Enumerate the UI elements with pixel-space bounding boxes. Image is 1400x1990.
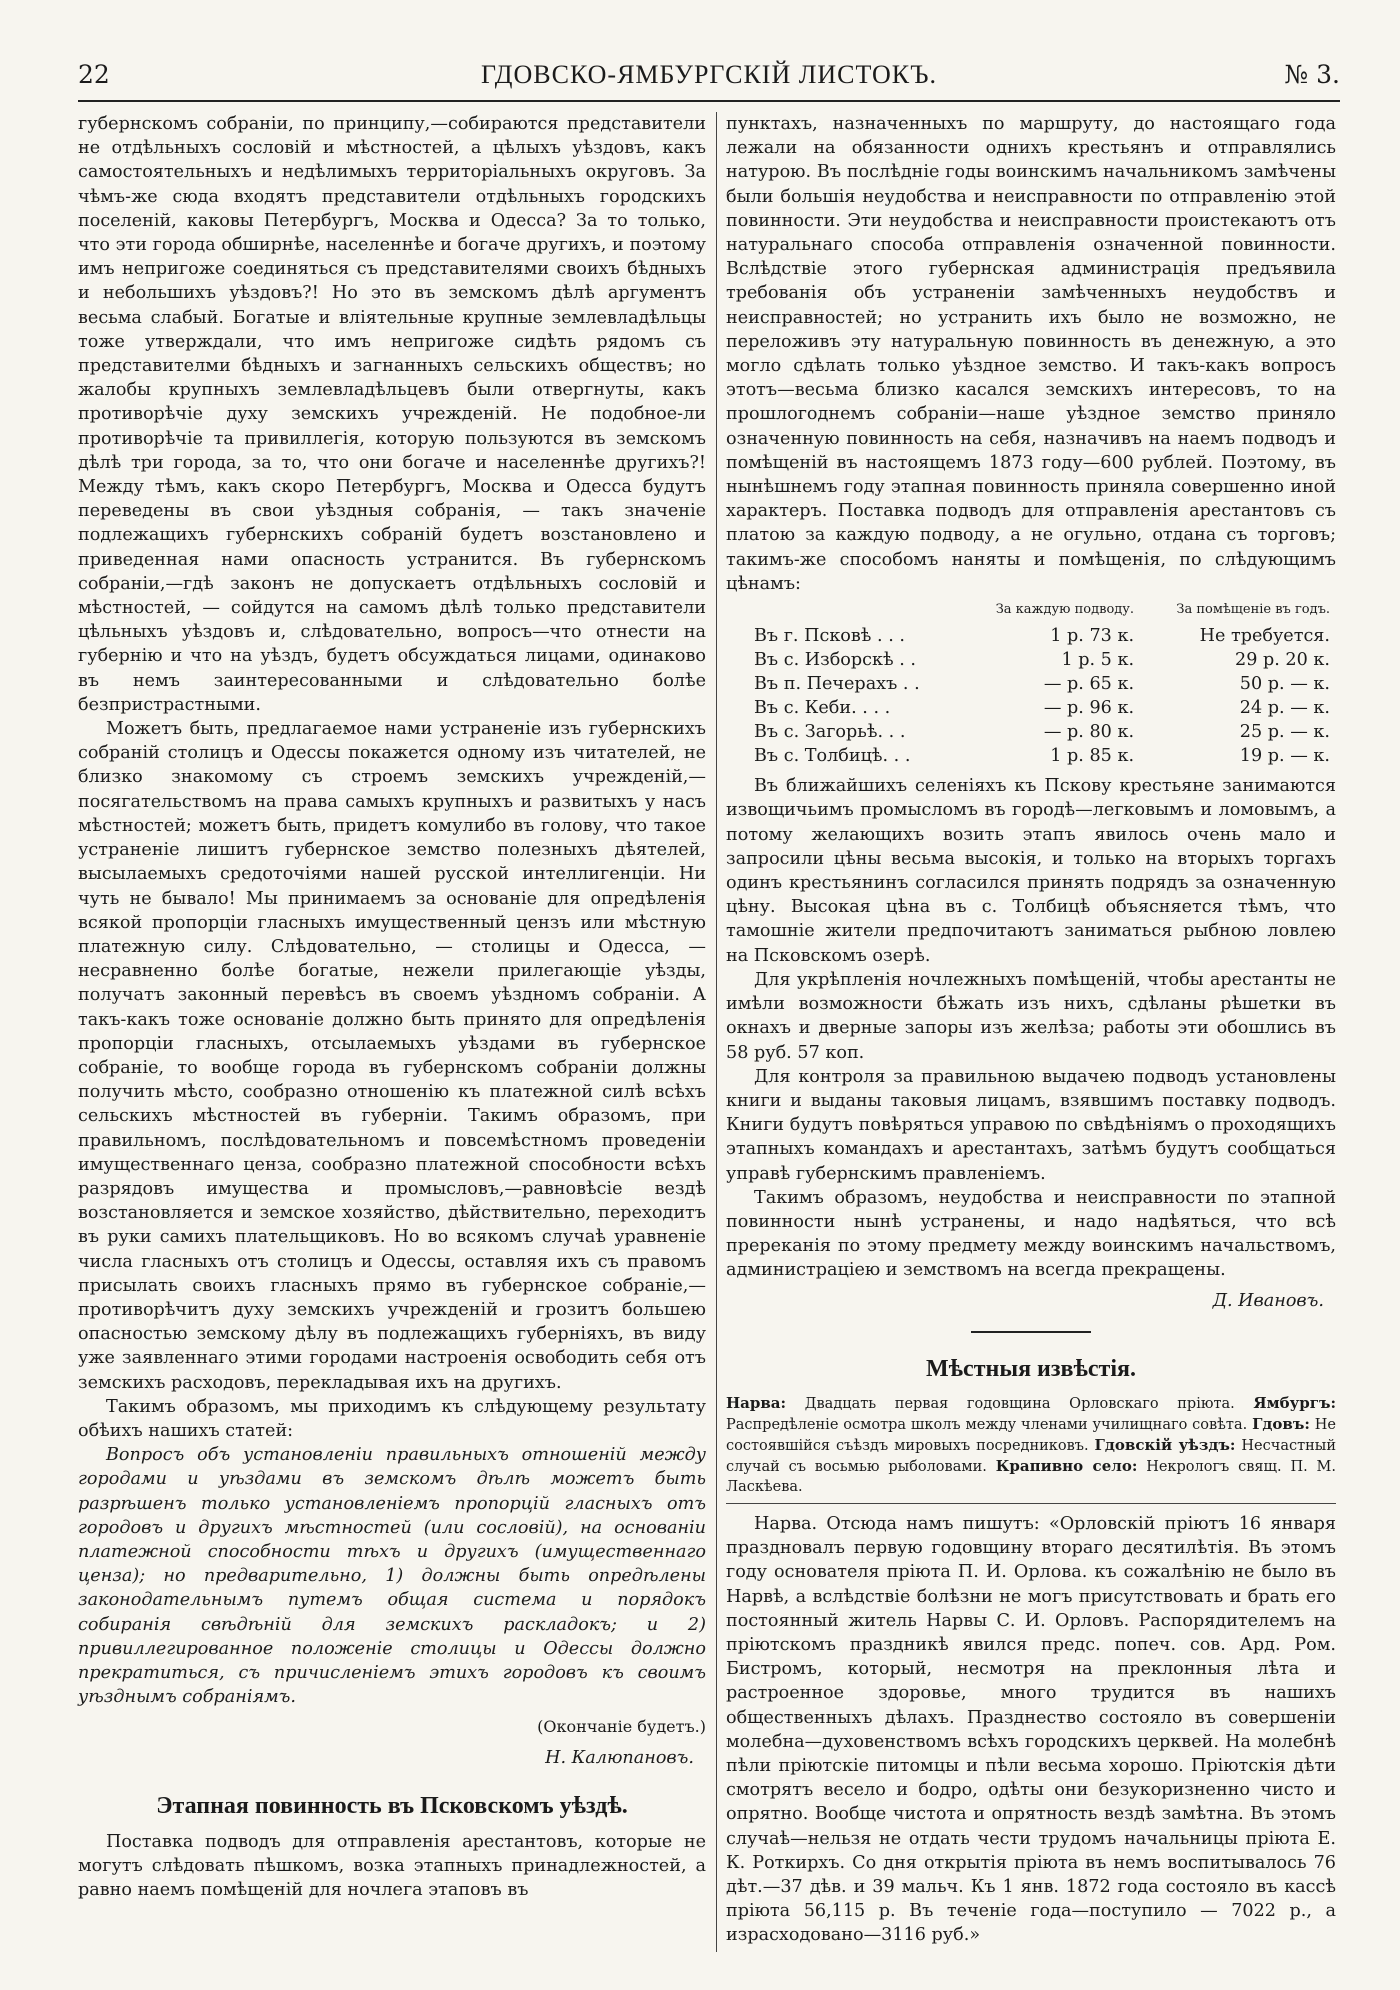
article-author: Д. Ивановъ. — [1212, 1290, 1324, 1311]
table-cell: 1 р. 5 к. — [1061, 650, 1135, 671]
table-cell: Не требуется. — [1199, 626, 1330, 647]
continued-note: (Окончаніе будетъ.) — [537, 1717, 706, 1737]
table-row — [726, 696, 1336, 720]
table-header: За каждую подводу. — [995, 602, 1135, 618]
article-paragraph: Для укрѣпленія ночлежныхъ помѣщеній, чтобы арестанты не имѣли возможности бѣжать изъ нихъ, сдѣланы рѣшетки въ окнахъ и дверные запоры изъ желѣза; работы эти обошлись въ 58 руб. 57 коп. — [726, 969, 1336, 1063]
news-topic: Некрологъ свящ. П. М. Ласкѣева. — [726, 1458, 1337, 1495]
table-row — [726, 720, 1336, 744]
article-paragraph: губернскомъ собраніи, по принципу,—собираются представители не отдѣльныхъ сословій и мѣстностей, а цѣлыхъ уѣздовъ, какъ самостоятельныхъ и недѣлимыхъ территоріальныхъ округовъ. За чѣмъ-же сюда входятъ представители отдѣльныхъ городскихъ поселеній, каковы Петербургъ, Москва и Одесса? За то только, что эти города обширнѣе, населеннѣе и богаче другихъ, и поэтому имъ непригоже соединяться съ представителями своихъ бѣдныхъ и небольшихъ уѣздовъ?! Но это въ земскомъ дѣлѣ аргументъ весьма слабый. Богатые и вліятельные крупные землевладѣльцы тоже утверждали, что имъ непригоже сидѣть рядомъ съ представителми бѣдныхъ и загнанныхъ сельскихъ обществъ; но жалобы крупныхъ землевладѣльцевъ были отвергнуты, какъ противорѣчіе духу земскихъ учрежденій. Не подобное-ли противорѣчіе та привиллегія, которую пользуются въ земскомъ дѣлѣ три города, за то, что они богаче и населеннѣе другихъ?! Между тѣмъ, какъ скоро Петербургъ, Москва и Одесса будутъ переведены въ свои уѣздныя собранія, — такъ значеніе подлежащихъ губернскихъ собраній будетъ возстановлено и приведенная нами опасность устранится. Въ губернскомъ собраніи,—гдѣ законъ не допускаетъ отдѣльныхъ сословій и мѣстностей, — сойдутся на самомъ дѣлѣ только представители цѣльныхъ уѣздовъ и, слѣдовательно, вопросъ—что отнести на губернію и что на уѣздъ, будетъ обсуждаться лицами, одинаково въ немъ заинтересованными и слѣдовательно болѣе безпристрастными. — [78, 114, 706, 715]
news-topic: Распредѣленіе осмотра школъ между членами училищнаго совѣта. — [726, 1416, 1248, 1433]
section-separator — [971, 1331, 1091, 1333]
left-column — [78, 112, 706, 1903]
page-header — [78, 60, 1340, 100]
table-row — [726, 744, 1336, 768]
header-rule — [78, 100, 1340, 102]
table-header: За помѣщеніе въ годъ. — [1176, 602, 1330, 618]
publication-title: ГДОВСКО-ЯМБУРГСКІЙ ЛИСТОКЪ. — [481, 60, 937, 89]
table-cell: Въ с. Загорьѣ. . . — [754, 722, 906, 743]
article-paragraph: Нарва. Отсюда намъ пишутъ: «Орловскій пріютъ 16 января праздновалъ первую годовщину втораго десятилѣтія. Въ этомъ году основателя пріюта П. И. Орлова. къ сожалѣнію не было въ Нарвѣ, а вслѣдствіе болѣзни не могъ присутствовать и брать его постоянный житель Нарвы С. И. Орловъ. Распорядителемъ на пріютскомъ праздникѣ явился предс. попеч. сов. Ард. Ром. Бистромъ, который, несмотря на преклонныя лѣта и растроенное здоровье, много трудится въ нашихъ общественныхъ дѣлахъ. Празднество состояло въ совершеніи молебна—духовенствомъ всѣхъ городскихъ церквей. На молебнѣ пѣли пріютскіе питомцы и пѣли весьма хорошо. Пріютскія дѣти смотрятъ весело и бодро, одѣты они безукоризненно чисто и опрятно. Вообще чистота и опрятность вездѣ замѣтна. Въ этомъ случаѣ—нельзя не отдать чести трудомъ начальницы пріюта Е. К. Роткирхъ. Со дня открытія пріюта въ немъ воспитывалось 76 дѣт.—37 дѣв. и 39 мальч. Къ 1 янв. 1872 года состояло въ кассѣ пріюта 56,115 р. Въ теченіе года—поступило — 7022 р., а израсходовано—3116 руб.» — [726, 1513, 1336, 1946]
article-paragraph: пунктахъ, назначенныхъ по маршруту, до настоящаго года лежали на обязанности однихъ крестьянъ и отправлялись натурою. Въ послѣдніе годы воинскимъ начальникомъ замѣчены были большія неудобства и неисправности по отправленію этой повинности. Эти неудобства и неисправности проистекаютъ отъ натуральнаго способа отправленія означенной повинности. Вслѣдствіе этого губернская администрація предъявила требованія объ устраненіи замѣченныхъ неудобствъ и неисправностей; но устранить ихъ было не возможно, не переложивъ эту натуральную повинность въ денежную, а это могло сдѣлать только уѣздное земство. И такъ-какъ вопросъ этотъ—весьма близко касался земскихъ интересовъ, то на прошлогоднемъ собраніи—наше уѣздное земство приняло означенную повинность на себя, назначивъ на наемъ подводъ и помѣщеній въ настоящемъ 1873 году—600 рублей. Поэтому, въ нынѣшнемъ году этапная повинность приняла совершенно иной характеръ. Поставка подводъ для отправленія арестантовъ съ платою за каждую подводу, а не огульно, отдана съ торговъ; такимъ-же способомъ наняты и помѣщенія, по слѣдующимъ цѣнамъ: — [726, 114, 1336, 594]
table-cell: — р. 65 к. — [1043, 674, 1135, 695]
article-author: Н. Калюпановъ. — [545, 1747, 694, 1768]
section-title: Этапная повинность въ Псковскомъ уѣздѣ. — [156, 1792, 628, 1819]
table-cell: 25 р. — к. — [1239, 722, 1330, 743]
news-topic: Не состоявшійся съѣздъ мировыхъ посредниковъ. — [726, 1416, 1337, 1454]
article-conclusion: Вопросъ объ установленіи правильныхъ отношеній между городами и уѣздами въ земскомъ дѣлѣ можетъ быть разрѣшенъ только установленіемъ пропорцій гласныхъ отъ городовъ и другихъ мѣстностей (или сословій), на основаніи платежной способности тѣхъ и другихъ (имущественнаго ценза); но предварительно, 1) должны быть опредѣлены законодательнымъ путемъ общая система и порядокъ собиранія свѣдѣній для земскихъ раскладокъ; и 2) привиллегированное положеніе столицы и Одессы должно прекратиться, съ причисленіемъ этихъ городовъ къ своимъ уѣзднымъ собраніямъ. — [78, 1445, 706, 1708]
table-cell: Въ п. Печерахъ . . — [754, 674, 920, 695]
column-divider — [716, 112, 717, 1952]
table-header-row — [726, 598, 1336, 624]
news-place: Крапивно село: — [995, 1456, 1138, 1475]
news-summary — [726, 1393, 1336, 1504]
table-cell: Въ с. Кеби. . . . — [754, 698, 891, 719]
table-cell: Въ с. Толбицѣ. . . — [754, 746, 911, 767]
table-cell: — р. 96 к. — [1043, 698, 1135, 719]
rates-table — [726, 598, 1336, 768]
article-paragraph: Въ ближайшихъ селеніяхъ къ Пскову крестьяне занимаются извощичьимъ промысломъ въ городѣ—легковымъ и ломовымъ, а потому желающихъ возить этапъ явилось очень мало и запросили цѣны весьма высокія, и только на вторыхъ торгахъ одинъ крестьянинъ согласился принять подрядъ за означенную цѣну. Высокая цѣна въ с. Толбицѣ объясняется тѣмъ, что тамошніе жители предпочитаютъ заниматься рыбною ловлею на Псковскомъ озерѣ. — [726, 776, 1336, 966]
article-paragraph: Такимъ образомъ, неудобства и неисправности по этапной повинности нынѣ устранены, и надо надѣяться, что всѣ пререканія по этому предмету между воинскимъ начальствомъ, администраціею и земствомъ на всегда прекращены. — [726, 1187, 1336, 1281]
table-cell: Въ с. Изборскѣ . . — [754, 650, 916, 671]
news-place: Ямбургъ: — [1253, 1393, 1336, 1412]
right-column — [726, 112, 1336, 1948]
article-paragraph: Поставка подводъ для отправленія арестантовъ, которые не могутъ слѣдовать пѣшкомъ, возка этапныхъ принадлежностей, а равно наемъ помѣщеній для ночлега этаповъ въ — [78, 1832, 706, 1901]
news-topic: Несчастный случай съ восьмью рыболовами. — [726, 1437, 1336, 1475]
table-row — [726, 624, 1336, 648]
table-cell: — р. 80 к. — [1043, 722, 1135, 743]
issue-number: № 3. — [1284, 60, 1340, 89]
table-row — [726, 672, 1336, 696]
table-cell: 24 р. — к. — [1239, 698, 1330, 719]
article-paragraph: Такимъ образомъ, мы приходимъ къ слѣдующему результату обѣихъ нашихъ статей: — [78, 1396, 706, 1441]
table-cell: Въ г. Псковѣ . . . — [754, 626, 905, 647]
page-number: 22 — [78, 60, 110, 89]
table-header — [726, 598, 962, 624]
table-cell: 29 р. 20 к. — [1235, 650, 1330, 671]
news-place: Гдовскій уѣздъ: — [1094, 1435, 1236, 1454]
article-paragraph: Можетъ быть, предлагаемое нами устраненіе изъ губернскихъ собраній столицъ и Одессы покажется одному изъ читателей, не близко знакомому съ строемъ земскихъ учрежденій,—посягательствомъ на права самыхъ крупныхъ и развитыхъ у насъ мѣстностей; можетъ быть, придетъ комулибо въ голову, что такое устраненіе лишитъ губернское земство полезныхъ дѣятелей, высылаемыхъ средоточіями нашей русской интеллигенціи. Ни чуть не бывало! Мы принимаемъ за основаніе для опредѣленія всякой пропорціи гласныхъ имущественный цензъ или мѣстную платежную силу. Слѣдовательно, — столицы и Одесса, — несравненно болѣе богатые, нежели прилегающіе уѣзды, получатъ законный перевѣсъ въ своемъ уѣздномъ собраніи. А такъ-какъ тоже основаніе должно быть принято для опредѣленія пропорціи гласныхъ, отсылаемыхъ уѣздами въ губернское собраніе, то вообще города въ губернскомъ собраніи должны получить мѣсто, сообразно отношенію къ платежной силѣ всѣхъ сельскихъ мѣстностей въ губерніи. Такимъ образомъ, при правильномъ, послѣдовательномъ и повсемѣстномъ проведеніи имущественнаго ценза, сообразно платежной способности всѣхъ разрядовъ имущества и промысловъ,—равновѣсіе вездѣ возстановляется и земское хозяйство, дѣйствительно, переходитъ въ руки самихъ плательщиковъ. Но во всякомъ случаѣ уравненіе числа гласныхъ отъ столицъ и Одессы, оставляя ихъ съ правомъ присылать своихъ гласныхъ прямо въ губернское собраніе,—противорѣчитъ духу земскихъ учрежденій и грозитъ большею опасностью земскому дѣлу въ подлежащихъ губерніяхъ, въ виду уже заявленнаго этими городами настроенія освободить себя отъ земскихъ расходовъ, перекладывая ихъ на другихъ. — [78, 719, 706, 1393]
news-place: Гдовъ: — [1252, 1414, 1310, 1433]
news-place: Нарва: — [726, 1393, 787, 1412]
table-cell: 19 р. — к. — [1239, 746, 1330, 767]
article-paragraph: Для контроля за правильною выдачею подводъ установлены книги и выданы таковыя лицамъ, взявшимъ поставку подводъ. Книги будутъ повѣряться управою по свѣдѣніямъ о проходящихъ этапныхъ командахъ и арестантахъ, затѣмъ будутъ сообщаться управѣ губернскимъ правленіемъ. — [726, 1066, 1336, 1184]
table-cell: 50 р. — к. — [1239, 674, 1330, 695]
news-topic: Двадцать первая годовщина Орловскаго пріюта. — [804, 1395, 1235, 1412]
news-section-title: Мѣстныя извѣстія. — [926, 1355, 1136, 1382]
table-cell: 1 р. 85 к. — [1050, 746, 1135, 767]
table-cell: 1 р. 73 к. — [1050, 626, 1135, 647]
table-row — [726, 648, 1336, 672]
